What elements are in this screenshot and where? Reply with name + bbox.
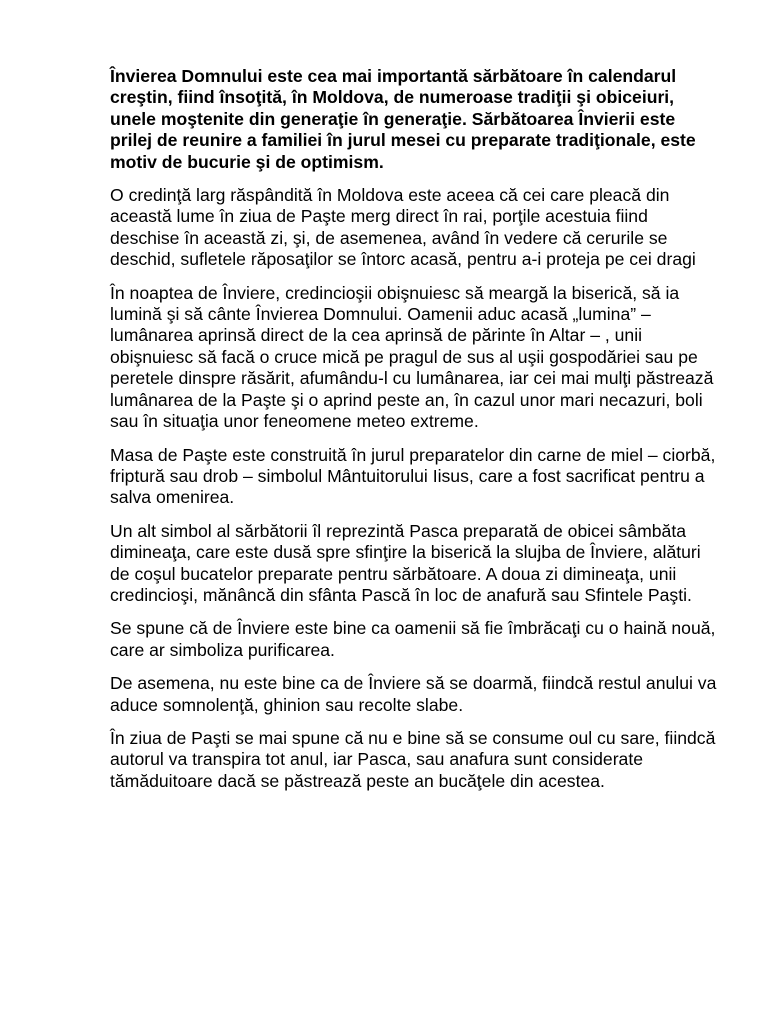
paragraph-belief: O credinţă larg răspândită în Moldova este aceea că cei care pleacă din această lume în ziua de Paşte merg direct în rai, porţile acestuia fiind deschise în această zi, şi, de asemenea, având în vedere că cerurile se deschid, sufletele răposaţilor se întorc acasă, pentru a-i proteja pe cei dragi xyxy=(110,185,696,270)
document-page xyxy=(110,66,722,804)
paragraph-egg-salt: În ziua de Paşti se mai spune că nu e bine să se consume oul cu sare, fiindcă autorul va transpira tot anul, iar Pasca, sau anafura sunt considerate tămăduitoare dacă se păstrează peste an bucăţele din acestea. xyxy=(110,727,716,791)
paragraph-resurrection-night: În noaptea de Înviere, credincioşii obişnuiesc să meargă la biserică, să ia lumină şi să cânte Învierea Domnului. Oamenii aduc acasă „lumina” – lumânarea aprinsă direct de la cea aprinsă de părinte în Altar – , unii obişnuiesc să facă o cruce mică pe pragul de sus al uşii gospodăriei sau pe peretele dinspre răsărit, afumându-l cu lumânarea, iar cei mai mulţi păstrează lumânarea de la Paşte şi o aprind peste an, în cazul unor mari necazuri, boli sau în situaţia unor feneomene meteo extreme. xyxy=(110,282,714,432)
paragraph-pasca: Un alt simbol al sărbătorii îl reprezintă Pasca preparată de obicei sâmbăta dimineaţa, care este dusă spre sfinţire la biserică la slujba de Înviere, alături de coşul bucatelor preparate pentru sărbătoare. A doua zi dimineaţa, unii credincioşi, mănâncă din sfânta Pască în loc de anafură sau Sfintele Paşti. xyxy=(110,520,701,605)
paragraph-easter-table: Masa de Paşte este construită în jurul preparatelor din carne de miel – ciorbă, friptură sau drob – simbolul Mântuitorului Iisus, care a fost sacrificat pentru a salva omenirea. xyxy=(110,444,716,508)
intro-paragraph: Învierea Domnului este cea mai importantă sărbătoare în calendarul creştin, fiind însoţită, în Moldova, de numeroase tradiţii şi obiceiuri, unele moştenite din generaţie în generaţie. Sărbătoarea Învierii este prilej de reunire a familiei în jurul mesei cu preparate tradiţionale, este motiv de bucurie şi de optimism. xyxy=(110,66,696,172)
paragraph-no-sleep: De asemena, nu este bine ca de Înviere să se doarmă, fiindcă restul anului va aduce somnolenţă, ghinion sau recolte slabe. xyxy=(110,673,717,715)
paragraph-new-clothes: Se spune că de Înviere este bine ca oamenii să fie îmbrăcaţi cu o haină nouă, care ar simboliza purificarea. xyxy=(110,618,716,660)
